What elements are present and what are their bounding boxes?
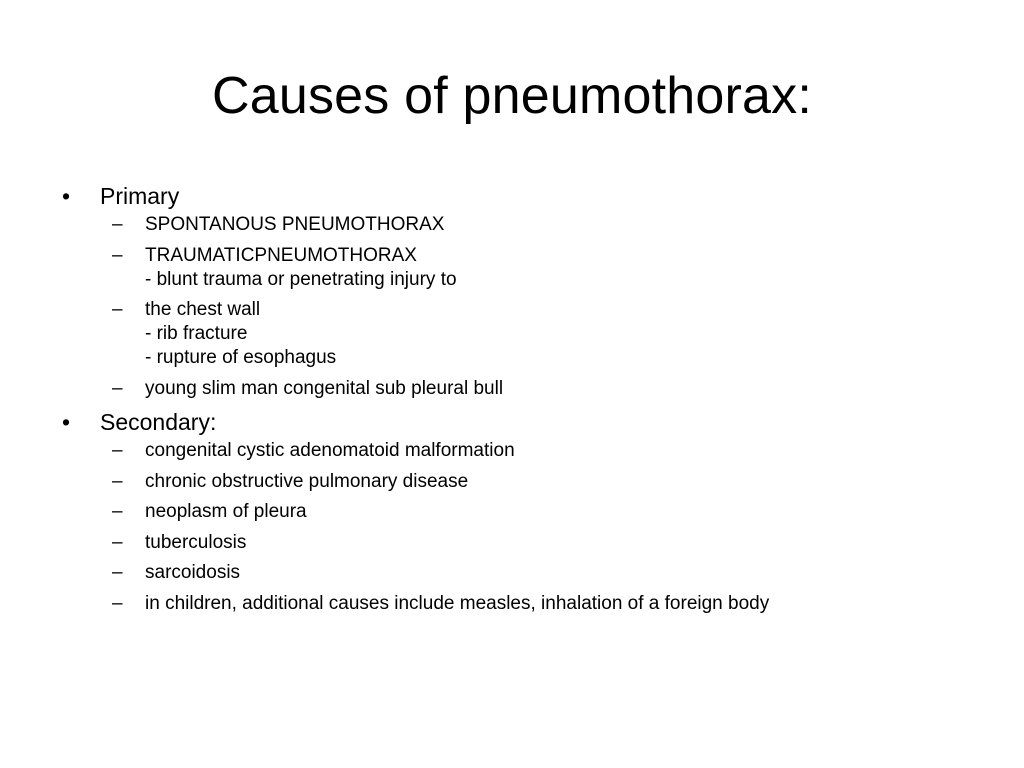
list-item — [62, 213, 1002, 237]
dash-icon: – — [112, 531, 123, 553]
dash-icon: – — [112, 299, 123, 320]
list-item-text: in children, additional causes include measles, inhalation of a foreign body — [145, 592, 770, 614]
dash-icon: – — [112, 214, 123, 235]
list-item-text: congenital cystic adenomatoid malformation — [145, 440, 515, 461]
list-item — [62, 439, 1002, 463]
dash-icon: – — [112, 562, 123, 583]
list-item — [62, 531, 1002, 555]
dash-icon: – — [112, 377, 123, 399]
section-secondary — [62, 407, 1002, 437]
list-item — [62, 592, 1002, 616]
list-item — [62, 298, 1002, 370]
list-item-subtext: - rib fracture — [145, 323, 248, 344]
bullet-icon: • — [62, 183, 71, 209]
dash-icon: – — [112, 592, 123, 614]
list-item-text: the chest wall — [145, 299, 261, 320]
list-item-text: sarcoidosis — [145, 562, 241, 583]
list-item-text: TRAUMATICPNEUMOTHORAX — [145, 244, 417, 266]
list-item — [62, 500, 1002, 524]
dash-icon: – — [112, 440, 123, 461]
list-item-text: tuberculosis — [145, 531, 247, 553]
bullet-icon: • — [62, 409, 71, 435]
section-primary — [62, 181, 1002, 211]
primary-causes-list — [62, 213, 1002, 401]
dash-icon: – — [112, 501, 123, 522]
slide-title: Causes of pneumothorax: — [211, 67, 813, 125]
list-item — [62, 470, 1002, 494]
dash-icon: – — [112, 244, 123, 266]
list-item-subtext: - rupture of esophagus — [145, 347, 337, 368]
list-item-text: chronic obstructive pulmonary disease — [145, 470, 469, 492]
secondary-causes-list — [62, 439, 1002, 616]
section-heading: Secondary: — [100, 409, 217, 435]
list-item-text: young slim man congenital sub pleural bull — [145, 377, 504, 399]
list-item — [62, 244, 1002, 292]
list-item-subtext: - blunt trauma or penetrating injury to — [145, 268, 457, 290]
list-item — [62, 561, 1002, 585]
list-item-text: neoplasm of pleura — [145, 501, 307, 522]
list-item — [62, 377, 1002, 401]
list-item-text: SPONTANOUS PNEUMOTHORAX — [145, 214, 445, 235]
section-heading: Primary — [100, 183, 180, 209]
dash-icon: – — [112, 470, 123, 492]
slide-body — [62, 180, 1002, 622]
